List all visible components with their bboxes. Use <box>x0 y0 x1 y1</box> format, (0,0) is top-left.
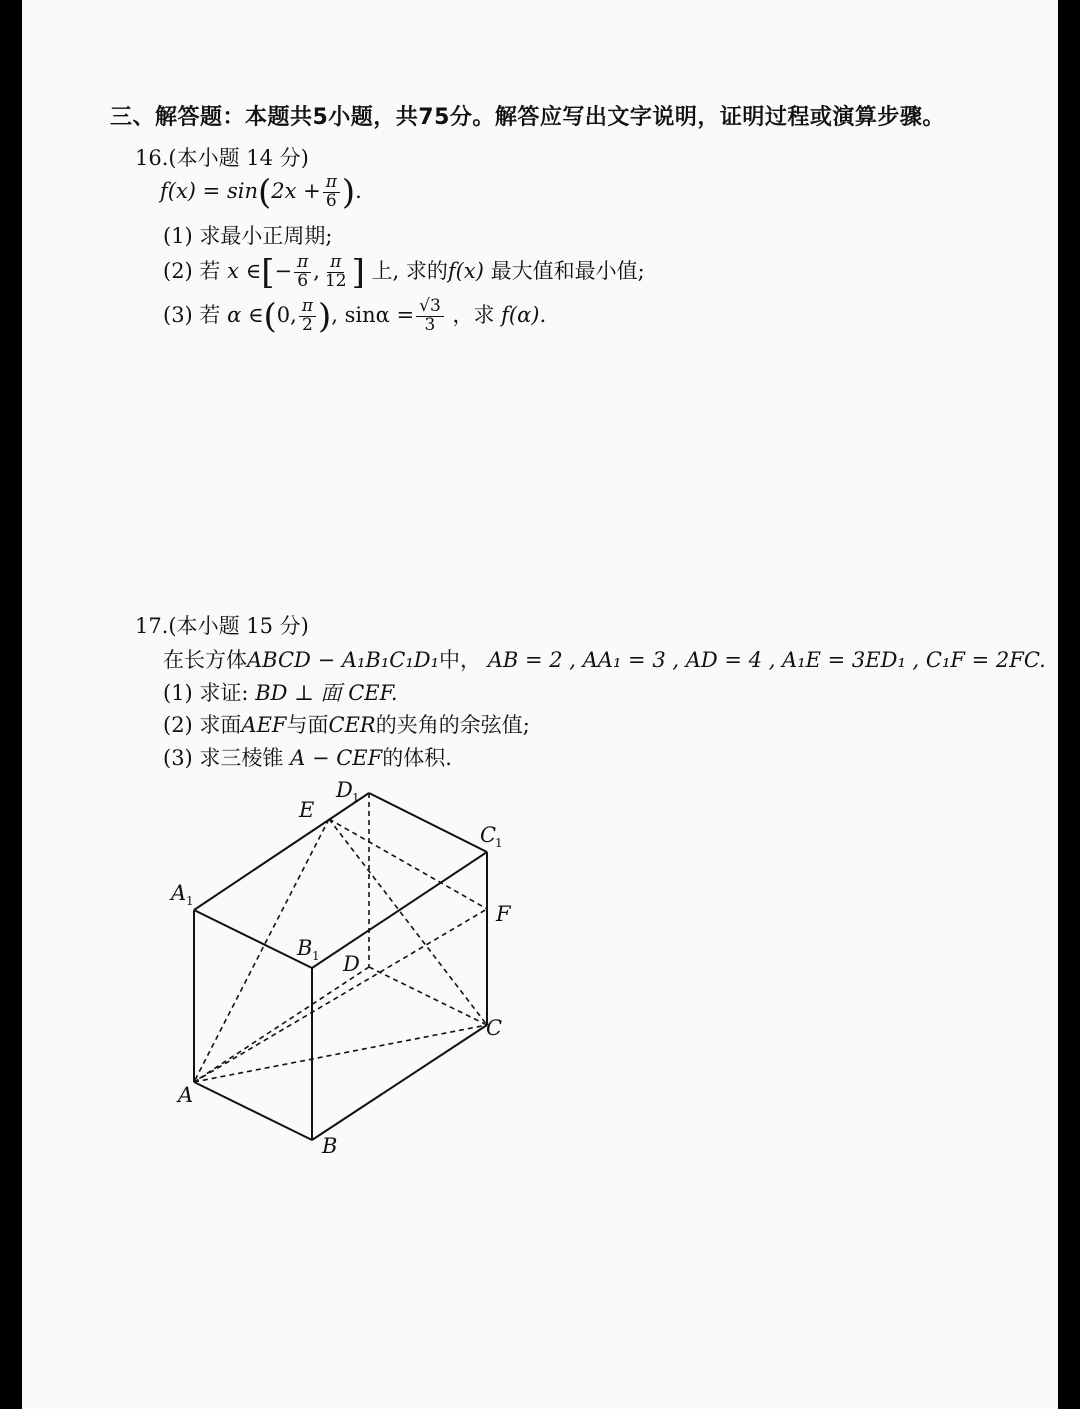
cuboid-hidden-edges <box>194 793 487 1082</box>
segment-EF <box>329 819 487 909</box>
q16-part3: (3) 若 α ∈(0, $\frac{\pi}{2}$ ), sinα = $\frac{√3}{3}$ ，求 f(α). <box>163 296 547 337</box>
label-D1-sub: 1 <box>352 791 360 805</box>
edge-DC <box>369 967 487 1025</box>
q16-part1: (1) 求最小正周期; <box>163 224 333 248</box>
label-D1: D <box>336 778 353 802</box>
edge-A1B1 <box>194 910 312 968</box>
q16-function: f(x) = sin(2x + $\frac{\pi}{6}$ ). <box>160 172 362 213</box>
label-B1-sub: 1 <box>312 949 320 963</box>
edge-B1C1 <box>312 852 487 968</box>
q16-points: (本小题 14 分) <box>168 146 309 170</box>
label-F: F <box>496 902 511 926</box>
q16-part3-frac-sin: $\frac{√3}{3}$ <box>416 298 444 335</box>
label-A: A <box>178 1083 194 1107</box>
label-B1: B <box>297 936 313 960</box>
label-A1-sub: 1 <box>186 894 194 908</box>
edge-D1A1 <box>194 793 369 910</box>
cuboid-solid-edges <box>194 793 487 1140</box>
edge-DA <box>194 967 369 1082</box>
q16-func-lhs: f(x) = sin <box>160 178 258 203</box>
label-D: D <box>343 952 360 976</box>
label-C: C <box>486 1016 503 1040</box>
q16-part2-frac-left: $\frac{\pi}{6}$ <box>294 254 311 291</box>
q16-part2-frac-right: $\frac{\pi}{12}$ <box>324 252 347 291</box>
q16-func-inner: 2x + <box>271 178 321 203</box>
section-heading: 三、解答题：本题共5小题，共75分。解答应写出文字说明，证明过程或演算步骤。 <box>110 105 945 130</box>
label-A1: A <box>171 881 187 905</box>
label-C1-sub: 1 <box>495 836 503 850</box>
q16-func-fraction: $\frac{\pi}{6}$ <box>323 174 340 211</box>
q17-part3: (3) 求三棱锥 A − CEF的体积. <box>163 746 452 770</box>
label-E: E <box>299 798 315 822</box>
edge-AB <box>194 1082 312 1140</box>
segment-EC <box>329 819 487 1025</box>
q16-part3-frac-interval: $\frac{\pi}{2}$ <box>299 298 316 335</box>
q16-number: 16. <box>135 146 169 170</box>
edge-C1D1 <box>369 793 487 852</box>
label-B: B <box>322 1134 338 1158</box>
q17-number: 17. <box>135 614 169 638</box>
q16-part2: (2) 若 x ∈[− $\frac{\pi}{6}$ , $\frac{\pi}{12}$ ] 上, 求的f(x) 最大值和最小值; <box>163 252 645 293</box>
q17-part2: (2) 求面AEF与面CER的夹角的余弦值; <box>163 713 530 737</box>
label-C1: C <box>480 823 497 847</box>
q17-points: (本小题 15 分) <box>168 614 309 638</box>
q17-stem: 在长方体ABCD − A₁B₁C₁D₁中， AB = 2 , AA₁ = 3 , AD = 4 , A₁E = 3ED₁ , C₁F = 2FC. <box>163 648 1046 672</box>
q17-part1: (1) 求证: BD ⊥ 面 CEF. <box>163 681 398 705</box>
